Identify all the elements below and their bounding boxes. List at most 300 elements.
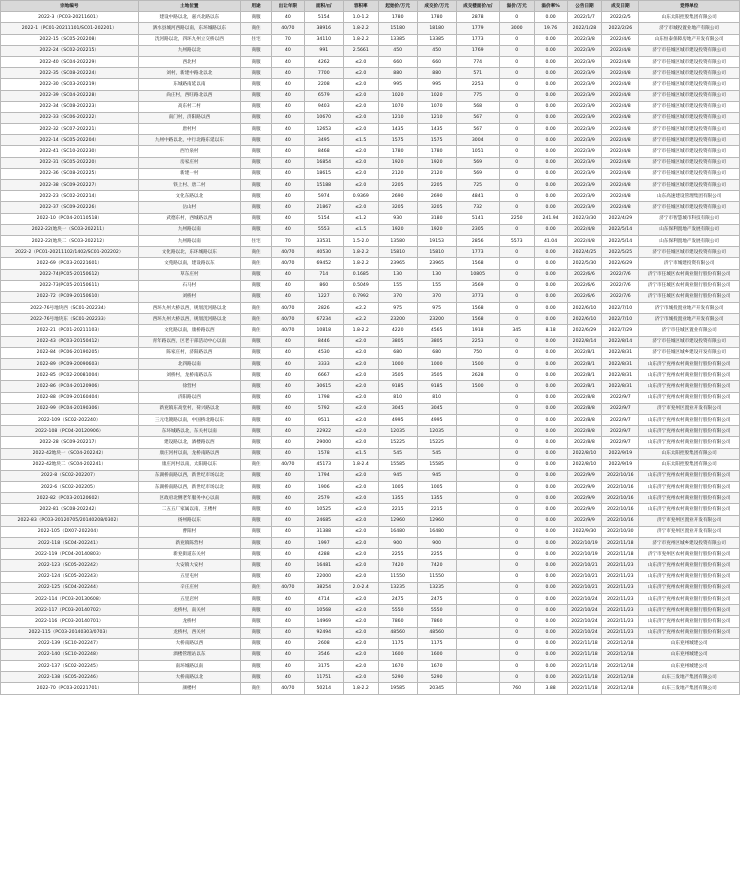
cell-deal-date: 2022/7/29 xyxy=(602,325,639,336)
cell-notice-date: 2022/3/9 xyxy=(567,191,602,202)
cell-floor-price: 1769 xyxy=(456,45,499,56)
cell-deal-date: 2022/7/6 xyxy=(602,269,639,280)
cell-premium-rate: 0.00 xyxy=(534,336,567,347)
cell-premium-rate: 41.04 xyxy=(534,235,567,246)
cell-term: 40 xyxy=(271,515,304,526)
cell-premium-rate: 0.00 xyxy=(534,493,567,504)
cell-usage: 商服 xyxy=(241,403,272,414)
cell-winner: 济宁市任城区城市建设投资有限公司 xyxy=(639,101,740,112)
cell-winner: 济宁市任城区城市建设投资有限公司 xyxy=(639,124,740,135)
cell-floor-price: 725 xyxy=(456,180,499,191)
cell-deal-price: 1000 xyxy=(417,359,456,370)
cell-start-price: 660 xyxy=(378,56,417,67)
cell-start-price: 2215 xyxy=(378,504,417,515)
table-row xyxy=(1,314,740,325)
header-col-location: 土地位置 xyxy=(138,1,241,12)
cell-deal-price: 15810 xyxy=(417,247,456,258)
cell-location: 文化东路以北 xyxy=(138,191,241,202)
cell-far: 1.8-2.2 xyxy=(343,247,378,258)
cell-winner: 济宁市任城区城市建设投资有限公司 xyxy=(639,336,740,347)
cell-lot-id: 2022-114（PC03-20130608） xyxy=(1,593,139,604)
cell-usage: 商服 xyxy=(241,649,272,660)
cell-far: ≤2.0 xyxy=(343,593,378,604)
cell-winner: 济宁市任城区城市建设投资有限公司 xyxy=(639,45,740,56)
cell-term: 40/70 xyxy=(271,303,304,314)
cell-far: ≤1.2 xyxy=(343,213,378,224)
cell-premium: 5573 xyxy=(499,235,534,246)
cell-usage: 商服 xyxy=(241,661,272,672)
cell-term: 40/70 xyxy=(271,683,304,694)
cell-lot-id: 2022-1（PC01-20211101/SC01-202201） xyxy=(1,23,139,34)
cell-usage: 商服 xyxy=(241,381,272,392)
table-row xyxy=(1,549,740,560)
cell-premium-rate: 0.00 xyxy=(534,157,567,168)
cell-deal-price: 450 xyxy=(417,45,456,56)
cell-area: 2579 xyxy=(304,493,343,504)
cell-location: 文化路以北，东环城路以东 xyxy=(138,247,241,258)
table-row xyxy=(1,112,740,123)
cell-notice-date: 2022/9/30 xyxy=(567,526,602,537)
cell-lot-id: 2022-76号地块西（SC01-202234） xyxy=(1,303,139,314)
cell-floor-price xyxy=(456,672,499,683)
cell-location: 西竹泉村 xyxy=(138,146,241,157)
cell-usage: 商服 xyxy=(241,124,272,135)
table-row xyxy=(1,269,740,280)
cell-premium: 0 xyxy=(499,291,534,302)
cell-term: 70 xyxy=(271,235,304,246)
cell-floor-price: 3773 xyxy=(456,291,499,302)
cell-start-price: 370 xyxy=(378,291,417,302)
cell-far: ≤2.0 xyxy=(343,124,378,135)
cell-lot-id: 2022-86（PC04-20120906） xyxy=(1,381,139,392)
cell-notice-date: 2022/3/9 xyxy=(567,124,602,135)
cell-deal-date: 2022/12/18 xyxy=(602,638,639,649)
cell-term: 40/70 xyxy=(271,459,304,470)
cell-deal-price: 1005 xyxy=(417,482,456,493)
cell-premium-rate: 0.00 xyxy=(534,135,567,146)
header-col-deal-price: 成交价/万元 xyxy=(417,1,456,12)
cell-term: 40 xyxy=(271,269,304,280)
cell-premium: 0 xyxy=(499,459,534,470)
cell-premium: 0 xyxy=(499,101,534,112)
cell-start-price: 1600 xyxy=(378,649,417,660)
cell-floor-price: 1568 xyxy=(456,258,499,269)
cell-deal-price: 4995 xyxy=(417,414,456,425)
cell-lot-id: 2022-137（SC02-202245） xyxy=(1,661,139,672)
cell-notice-date: 2022/8/10 xyxy=(567,448,602,459)
cell-floor-price: 1051 xyxy=(456,146,499,157)
cell-usage: 商服 xyxy=(241,515,272,526)
table-row xyxy=(1,12,740,23)
cell-start-price: 15810 xyxy=(378,247,417,258)
cell-start-price: 1020 xyxy=(378,90,417,101)
cell-winner: 山东济宁兖州农村商业银行股份有限公司 xyxy=(639,381,740,392)
cell-term: 40 xyxy=(271,135,304,146)
cell-floor-price: 732 xyxy=(456,202,499,213)
cell-deal-date: 2022/8/31 xyxy=(602,381,639,392)
cell-deal-date: 2022/9/19 xyxy=(602,448,639,459)
cell-premium-rate: 0.00 xyxy=(534,79,567,90)
table-row xyxy=(1,325,740,336)
cell-floor-price xyxy=(456,549,499,560)
cell-area: 2208 xyxy=(304,79,343,90)
cell-notice-date: 2022/10/19 xyxy=(567,549,602,560)
cell-area: 22922 xyxy=(304,426,343,437)
cell-premium: 0 xyxy=(499,593,534,604)
cell-deal-price: 1600 xyxy=(417,649,456,660)
cell-deal-date: 2022/7/10 xyxy=(602,314,639,325)
cell-notice-date: 2022/8/8 xyxy=(567,403,602,414)
cell-deal-price: 48560 xyxy=(417,627,456,638)
cell-start-price: 945 xyxy=(378,470,417,481)
cell-term: 40 xyxy=(271,202,304,213)
cell-term: 40 xyxy=(271,90,304,101)
cell-lot-id: 2022-15（SC05-202208） xyxy=(1,34,139,45)
cell-usage: 商服 xyxy=(241,426,272,437)
cell-deal-price: 11550 xyxy=(417,571,456,582)
cell-floor-price: 1773 xyxy=(456,34,499,45)
cell-floor-price: 2878 xyxy=(456,12,499,23)
table-row xyxy=(1,515,740,526)
cell-premium: 0 xyxy=(499,571,534,582)
cell-usage: 住宅 xyxy=(241,34,272,45)
cell-deal-price: 5290 xyxy=(417,672,456,683)
cell-winner: 济宁市任城区城乡建设开发有限公司 xyxy=(639,347,740,358)
cell-location: 文化路以南，康桥路以西 xyxy=(138,325,241,336)
cell-area: 18615 xyxy=(304,168,343,179)
cell-floor-price xyxy=(456,649,499,660)
table-row xyxy=(1,526,740,537)
cell-deal-date: 2022/4/8 xyxy=(602,202,639,213)
cell-premium: 0 xyxy=(499,124,534,135)
cell-premium: 2250 xyxy=(499,213,534,224)
cell-premium-rate: 3.88 xyxy=(534,683,567,694)
header-col-premium-rate: 溢价率% xyxy=(534,1,567,12)
cell-winner: 山东济宁兖州农村商业银行股份有限公司 xyxy=(639,616,740,627)
cell-start-price: 130 xyxy=(378,269,417,280)
cell-floor-price xyxy=(456,459,499,470)
cell-floor-price: 10805 xyxy=(456,269,499,280)
cell-floor-price: 1779 xyxy=(456,23,499,34)
cell-far: ≤2.0 xyxy=(343,526,378,537)
cell-deal-price: 1780 xyxy=(417,12,456,23)
cell-location: 西环九州大桥以西，规划洸河路以北 xyxy=(138,314,241,325)
cell-location: 刘桥村 xyxy=(138,291,241,302)
table-row xyxy=(1,414,740,425)
cell-usage: 商服 xyxy=(241,593,272,604)
cell-premium-rate: 0.00 xyxy=(534,90,567,101)
cell-far: ≤1.5 xyxy=(343,135,378,146)
cell-deal-date: 2022/7/10 xyxy=(602,303,639,314)
cell-deal-date: 2022/5/14 xyxy=(602,224,639,235)
cell-area: 50214 xyxy=(304,683,343,694)
cell-lot-id: 2022-88（PC09-20160404） xyxy=(1,392,139,403)
cell-lot-id: 2022-38（SC09-202227） xyxy=(1,180,139,191)
cell-far: 2.0-2.4 xyxy=(343,582,378,593)
cell-area: 10818 xyxy=(304,325,343,336)
header-col-deal-date: 成交日期 xyxy=(602,1,639,12)
cell-location: 房家庄村 xyxy=(138,157,241,168)
cell-deal-price: 1780 xyxy=(417,146,456,157)
cell-far: ≤2.0 xyxy=(343,672,378,683)
cell-floor-price xyxy=(456,414,499,425)
cell-winner: 山东保利置地产发展有限公司 xyxy=(639,224,740,235)
cell-location: 三元电镀路以南，中国桥北路以东 xyxy=(138,414,241,425)
cell-location: 九州路以南 xyxy=(138,224,241,235)
cell-usage: 商服 xyxy=(241,168,272,179)
cell-location: 东湖桥南路以西，新世纪市场以北 xyxy=(138,482,241,493)
cell-start-price: 1005 xyxy=(378,482,417,493)
cell-term: 40 xyxy=(271,191,304,202)
cell-premium: 0 xyxy=(499,661,534,672)
cell-winner: 山东济宁兖州农村商业银行股份有限公司 xyxy=(639,470,740,481)
cell-term: 40 xyxy=(271,560,304,571)
cell-deal-date: 2022/4/29 xyxy=(602,213,639,224)
cell-premium-rate: 0.00 xyxy=(534,381,567,392)
header-col-term: 出让年限 xyxy=(271,1,304,12)
cell-usage: 商服 xyxy=(241,560,272,571)
cell-location: 辛庄庄村 xyxy=(138,582,241,593)
cell-winner: 山东兖州城建公司 xyxy=(639,661,740,672)
cell-notice-date: 2022/10/24 xyxy=(567,605,602,616)
table-row xyxy=(1,683,740,694)
cell-lot-id: 2022-108（PC04-20120906） xyxy=(1,426,139,437)
cell-premium-rate: 0.00 xyxy=(534,68,567,79)
cell-notice-date: 2022/3/9 xyxy=(567,45,602,56)
cell-usage: 商服 xyxy=(241,12,272,23)
cell-area: 22000 xyxy=(304,571,343,582)
cell-deal-price: 1670 xyxy=(417,661,456,672)
cell-usage: 商住 xyxy=(241,247,272,258)
table-row xyxy=(1,90,740,101)
cell-area: 3333 xyxy=(304,359,343,370)
cell-deal-date: 2022/4/8 xyxy=(602,168,639,179)
cell-far: ≤2.0 xyxy=(343,470,378,481)
cell-premium-rate: 0.00 xyxy=(534,627,567,638)
header-col-area: 面积/㎡ xyxy=(304,1,343,12)
cell-usage: 商服 xyxy=(241,504,272,515)
cell-floor-price: 4841 xyxy=(456,191,499,202)
cell-far: ≤2.0 xyxy=(343,549,378,560)
cell-usage: 商服 xyxy=(241,79,272,90)
cell-far: 1.8-2.2 xyxy=(343,325,378,336)
cell-lot-id: 2022-125（SC04-202244） xyxy=(1,582,139,593)
cell-term: 40 xyxy=(271,381,304,392)
cell-start-price: 995 xyxy=(378,79,417,90)
cell-deal-date: 2022/4/8 xyxy=(602,180,639,191)
cell-usage: 商住 xyxy=(241,23,272,34)
cell-lot-id: 2022-33（SC06-202222） xyxy=(1,112,139,123)
cell-notice-date: 2022/6/10 xyxy=(567,314,602,325)
cell-term: 40 xyxy=(271,403,304,414)
cell-premium: 0 xyxy=(499,34,534,45)
cell-location: 大安镇大安村 xyxy=(138,560,241,571)
cell-deal-date: 2022/10/16 xyxy=(602,470,639,481)
table-row xyxy=(1,34,740,45)
cell-winner: 山东恒泰保障房地产开发有限公司 xyxy=(639,34,740,45)
cell-floor-price: 3004 xyxy=(456,135,499,146)
cell-location: 陈家庄村，济阳路以西 xyxy=(138,347,241,358)
cell-deal-price: 1435 xyxy=(417,124,456,135)
cell-start-price: 880 xyxy=(378,68,417,79)
cell-winner: 济宁市兖州区置业开发有限公司 xyxy=(639,403,740,414)
cell-premium: 0 xyxy=(499,168,534,179)
cell-term: 40 xyxy=(271,448,304,459)
cell-premium: 0 xyxy=(499,381,534,392)
cell-deal-date: 2022/8/31 xyxy=(602,347,639,358)
cell-location: 九州路以南 xyxy=(138,235,241,246)
cell-premium: 0 xyxy=(499,616,534,627)
cell-lot-id: 2022-76号地块东（SC01-202233） xyxy=(1,314,139,325)
cell-deal-date: 2022/9/7 xyxy=(602,403,639,414)
table-row xyxy=(1,560,740,571)
cell-term: 40 xyxy=(271,571,304,582)
cell-term: 40 xyxy=(271,616,304,627)
cell-notice-date: 2022/4/8 xyxy=(567,224,602,235)
table-row xyxy=(1,638,740,649)
cell-winner: 山东济宁兖州农村商业银行股份有限公司 xyxy=(639,593,740,604)
cell-far: ≤2.0 xyxy=(343,90,378,101)
cell-location: 新建一村 xyxy=(138,168,241,179)
cell-deal-date: 2022/10/16 xyxy=(602,482,639,493)
cell-deal-date: 2022/10/16 xyxy=(602,504,639,515)
cell-term: 40 xyxy=(271,526,304,537)
cell-lot-id: 2022-117（PC03-20140702） xyxy=(1,605,139,616)
cell-premium-rate: 0.00 xyxy=(534,314,567,325)
cell-deal-price: 3045 xyxy=(417,403,456,414)
cell-premium-rate: 0.00 xyxy=(534,448,567,459)
cell-deal-date: 2022/11/23 xyxy=(602,627,639,638)
cell-area: 15188 xyxy=(304,180,343,191)
cell-far: ≤2.0 xyxy=(343,56,378,67)
cell-start-price: 7420 xyxy=(378,560,417,571)
cell-start-price: 545 xyxy=(378,448,417,459)
cell-usage: 商服 xyxy=(241,571,272,582)
cell-deal-date: 2022/5/25 xyxy=(602,247,639,258)
cell-winner: 济宁市城投置业地产开发有限公司 xyxy=(639,314,740,325)
header-col-usage: 用途 xyxy=(241,1,272,12)
cell-notice-date: 2022/11/18 xyxy=(567,638,602,649)
cell-area: 69452 xyxy=(304,258,343,269)
cell-notice-date: 2022/3/9 xyxy=(567,79,602,90)
cell-winner: 山东济宁兖州农村商业银行股份有限公司 xyxy=(639,627,740,638)
table-row xyxy=(1,370,740,381)
cell-lot-id: 2022-85（PC02-20081004） xyxy=(1,370,139,381)
cell-premium-rate: 0.00 xyxy=(534,649,567,660)
cell-deal-price: 12960 xyxy=(417,515,456,526)
cell-start-price: 5290 xyxy=(378,672,417,683)
cell-deal-price: 13235 xyxy=(417,582,456,593)
cell-deal-date: 2022/2/26 xyxy=(602,23,639,34)
cell-start-price: 3805 xyxy=(378,336,417,347)
cell-far: ≤2.2 xyxy=(343,314,378,325)
cell-notice-date: 2022/9/9 xyxy=(567,504,602,515)
cell-location: 刘桥村，龙桥南路以东 xyxy=(138,370,241,381)
cell-floor-price xyxy=(456,493,499,504)
cell-start-price: 1670 xyxy=(378,661,417,672)
cell-notice-date: 2022/8/8 xyxy=(567,426,602,437)
cell-notice-date: 2022/10/24 xyxy=(567,593,602,604)
cell-area: 29000 xyxy=(304,437,343,448)
cell-start-price: 15180 xyxy=(378,23,417,34)
cell-area: 92494 xyxy=(304,627,343,638)
cell-notice-date: 2022/3/9 xyxy=(567,112,602,123)
cell-area: 10568 xyxy=(304,605,343,616)
cell-location: 东湖桥南路以西，新世纪市场以北 xyxy=(138,470,241,481)
cell-start-price: 1355 xyxy=(378,493,417,504)
cell-deal-date: 2022/4/8 xyxy=(602,90,639,101)
cell-winner: 济宁市城投置业地产有限公司 xyxy=(639,23,740,34)
cell-premium-rate: 0.00 xyxy=(534,549,567,560)
cell-notice-date: 2022/10/24 xyxy=(567,627,602,638)
cell-lot-id: 2022-28（SC09-202217） xyxy=(1,437,139,448)
cell-floor-price: 2305 xyxy=(456,224,499,235)
cell-premium-rate: 0.00 xyxy=(534,168,567,179)
cell-deal-date: 2022/4/8 xyxy=(602,101,639,112)
cell-winner: 山东三发地产集团有限公司 xyxy=(639,672,740,683)
cell-deal-price: 2205 xyxy=(417,180,456,191)
cell-deal-price: 1210 xyxy=(417,112,456,123)
cell-location: 唐村村 xyxy=(138,124,241,135)
cell-term: 40/70 xyxy=(271,314,304,325)
cell-far: 1.8-2.2 xyxy=(343,258,378,269)
cell-lot-id: 2022-43（PC03-20150412） xyxy=(1,336,139,347)
cell-far: ≤2.0 xyxy=(343,392,378,403)
cell-lot-id: 2022-21（PC01-20211103） xyxy=(1,325,139,336)
cell-floor-price xyxy=(456,538,499,549)
cell-winner: 济宁市任城区城市建设投资有限公司 xyxy=(639,112,740,123)
cell-deal-date: 2022/5/14 xyxy=(602,235,639,246)
cell-notice-date: 2022/8/8 xyxy=(567,414,602,425)
cell-notice-date: 2022/6/10 xyxy=(567,303,602,314)
cell-far: 0.1685 xyxy=(343,269,378,280)
cell-premium: 0 xyxy=(499,247,534,258)
table-row xyxy=(1,627,740,638)
cell-area: 1794 xyxy=(304,470,343,481)
cell-usage: 商服 xyxy=(241,638,272,649)
cell-floor-price xyxy=(456,470,499,481)
cell-notice-date: 2022/6/6 xyxy=(567,291,602,302)
cell-premium: 0 xyxy=(499,280,534,291)
cell-far: 1.8-2.2 xyxy=(343,34,378,45)
cell-deal-price: 7860 xyxy=(417,616,456,627)
cell-floor-price xyxy=(456,504,499,515)
cell-deal-date: 2022/12/18 xyxy=(602,672,639,683)
cell-deal-date: 2022/8/31 xyxy=(602,359,639,370)
cell-start-price: 155 xyxy=(378,280,417,291)
cell-location: 建设中路以北，嘉兴北路以东 xyxy=(138,12,241,23)
cell-lot-id: 2022-30（SC03-202219） xyxy=(1,79,139,90)
cell-area: 45173 xyxy=(304,459,343,470)
cell-winner: 济宁市任城区城市建设投资有限公司 xyxy=(639,168,740,179)
cell-term: 40 xyxy=(271,168,304,179)
cell-winner: 山东兖州城建公司 xyxy=(639,649,740,660)
cell-term: 40 xyxy=(271,146,304,157)
cell-far: ≤2.0 xyxy=(343,605,378,616)
table-row xyxy=(1,191,740,202)
cell-location: 大桥南路以北 xyxy=(138,672,241,683)
cell-term: 40/70 xyxy=(271,582,304,593)
cell-usage: 商服 xyxy=(241,213,272,224)
cell-far: ≤2.2 xyxy=(343,303,378,314)
cell-location: 酒楼管理站以东 xyxy=(138,649,241,660)
cell-floor-price: 750 xyxy=(456,347,499,358)
cell-location: 铁上村、唐二村 xyxy=(138,180,241,191)
cell-usage: 商服 xyxy=(241,280,272,291)
cell-deal-date: 2022/9/7 xyxy=(602,414,639,425)
table-row xyxy=(1,616,740,627)
cell-area: 5154 xyxy=(304,12,343,23)
